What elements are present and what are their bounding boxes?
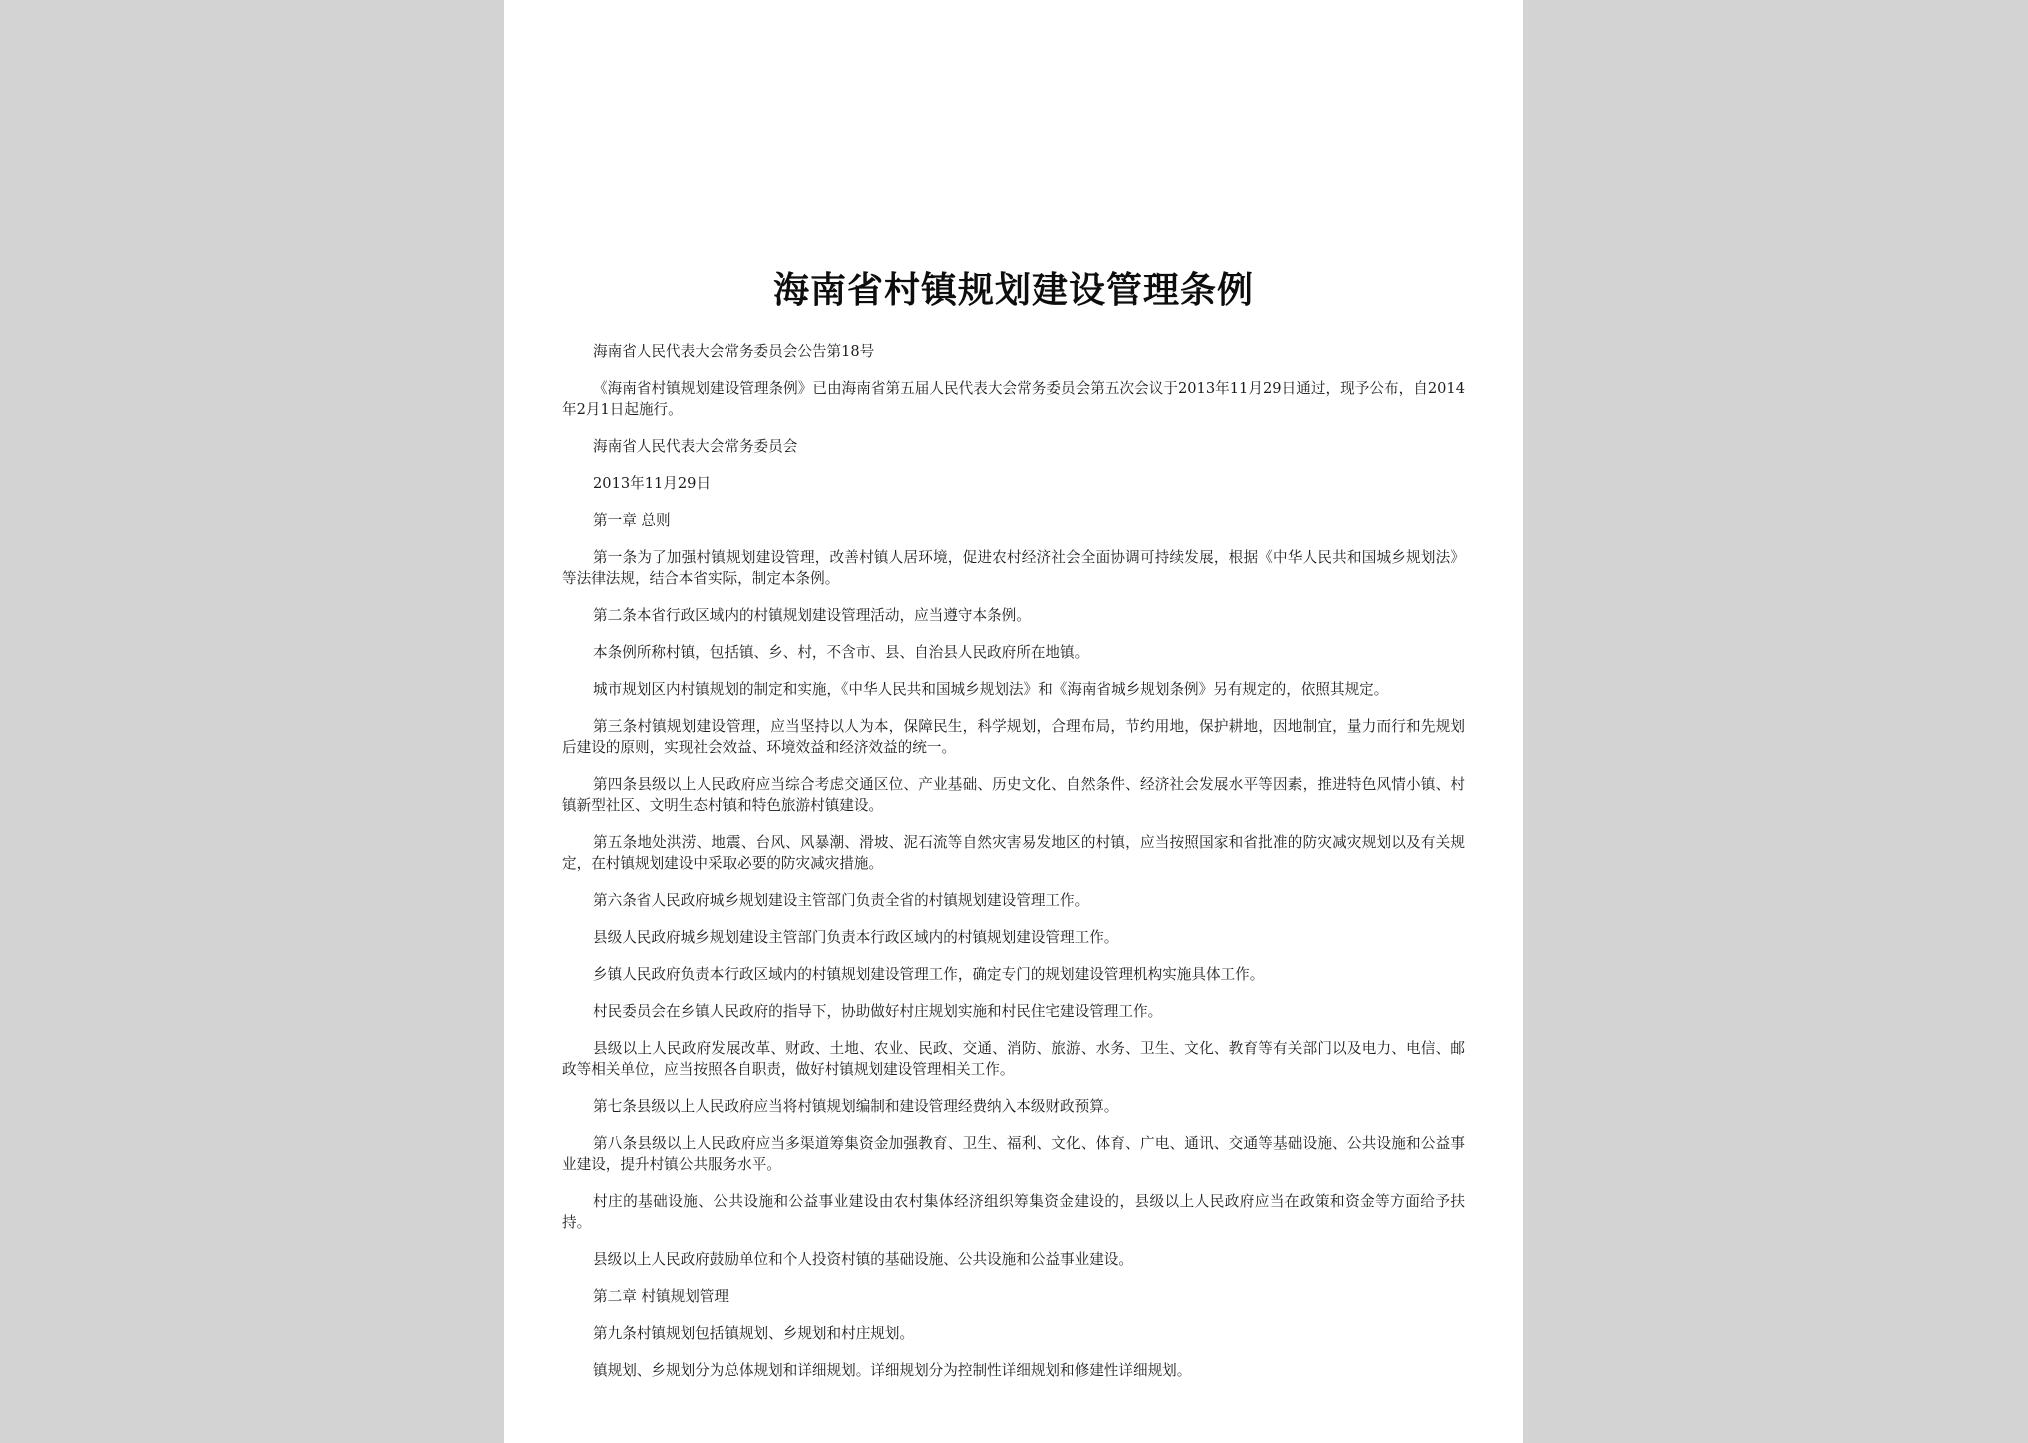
paragraph: 乡镇人民政府负责本行政区域内的村镇规划建设管理工作，确定专门的规划建设管理机构实施具体工作。 bbox=[593, 966, 1265, 983]
paragraph: 镇规划、乡规划分为总体规划和详细规划。详细规划分为控制性详细规划和修建性详细规划。 bbox=[593, 1362, 1192, 1379]
paragraph: 第九条村镇规划包括镇规划、乡规划和村庄规划。 bbox=[593, 1325, 915, 1342]
paragraph: 第三条村镇规划建设管理，应当坚持以人为本，保障民生，科学规划，合理布局，节约用地，保护耕地，因地制宜，量力而行和先规划后建设的原则，实现社会效益、环境效益和经济效益的统一。 bbox=[562, 718, 1465, 756]
document-title: 海南省村镇规划建设管理条例 bbox=[772, 270, 1254, 311]
paragraph: 第五条地处洪涝、地震、台风、风暴潮、滑坡、泥石流等自然灾害易发地区的村镇，应当按照国家和省批准的防灾减灾规划以及有关规定，在村镇规划建设中采取必要的防灾减灾措施。 bbox=[562, 834, 1465, 872]
paragraph: 第八条县级以上人民政府应当多渠道筹集资金加强教育、卫生、福利、文化、体育、广电、通讯、交通等基础设施、公共设施和公益事业建设，提升村镇公共服务水平。 bbox=[562, 1135, 1465, 1173]
paragraph: 第二条本省行政区域内的村镇规划建设管理活动，应当遵守本条例。 bbox=[593, 607, 1031, 624]
paragraph: 《海南省村镇规划建设管理条例》已由海南省第五届人民代表大会常务委员会第五次会议于2013年11月29日通过，现予公布，自2014年2月1日起施行。 bbox=[562, 380, 1465, 418]
paragraph: 第四条县级以上人民政府应当综合考虑交通区位、产业基础、历史文化、自然条件、经济社会发展水平等因素，推进特色风情小镇、村镇新型社区、文明生态村镇和特色旅游村镇建设。 bbox=[562, 776, 1465, 814]
paragraph: 海南省人民代表大会常务委员会 bbox=[593, 438, 798, 455]
paragraph: 第六条省人民政府城乡规划建设主管部门负责全省的村镇规划建设管理工作。 bbox=[593, 892, 1090, 909]
paragraph: 城市规划区内村镇规划的制定和实施，《中华人民共和国城乡规划法》和《海南省城乡规划条例》另有规定的，依照其规定。 bbox=[593, 681, 1389, 698]
paragraph: 海南省人民代表大会常务委员会公告第18号 bbox=[593, 343, 875, 360]
paragraph: 本条例所称村镇，包括镇、乡、村，不含市、县、自治县人民政府所在地镇。 bbox=[593, 644, 1090, 661]
paragraph: 第一条为了加强村镇规划建设管理，改善村镇人居环境，促进农村经济社会全面协调可持续发展，根据《中华人民共和国城乡规划法》等法律法规，结合本省实际，制定本条例。 bbox=[562, 549, 1465, 587]
chapter-heading: 第一章 总则 bbox=[593, 512, 671, 529]
paragraph: 2013年11月29日 bbox=[593, 475, 712, 492]
paragraph: 村庄的基础设施、公共设施和公益事业建设由农村集体经济组织筹集资金建设的，县级以上人民政府应当在政策和资金等方面给予扶持。 bbox=[562, 1193, 1465, 1231]
paragraph: 县级人民政府城乡规划建设主管部门负责本行政区域内的村镇规划建设管理工作。 bbox=[593, 929, 1119, 946]
document-page bbox=[504, 0, 1523, 1443]
paragraph: 第七条县级以上人民政府应当将村镇规划编制和建设管理经费纳入本级财政预算。 bbox=[593, 1098, 1119, 1115]
chapter-heading: 第二章 村镇规划管理 bbox=[593, 1288, 729, 1305]
paragraph: 村民委员会在乡镇人民政府的指导下，协助做好村庄规划实施和村民住宅建设管理工作。 bbox=[593, 1003, 1163, 1020]
paragraph: 县级以上人民政府发展改革、财政、土地、农业、民政、交通、消防、旅游、水务、卫生、文化、教育等有关部门以及电力、电信、邮政等相关单位，应当按照各自职责，做好村镇规划建设管理相关工作。 bbox=[562, 1040, 1465, 1078]
paragraph: 县级以上人民政府鼓励单位和个人投资村镇的基础设施、公共设施和公益事业建设。 bbox=[593, 1251, 1133, 1268]
